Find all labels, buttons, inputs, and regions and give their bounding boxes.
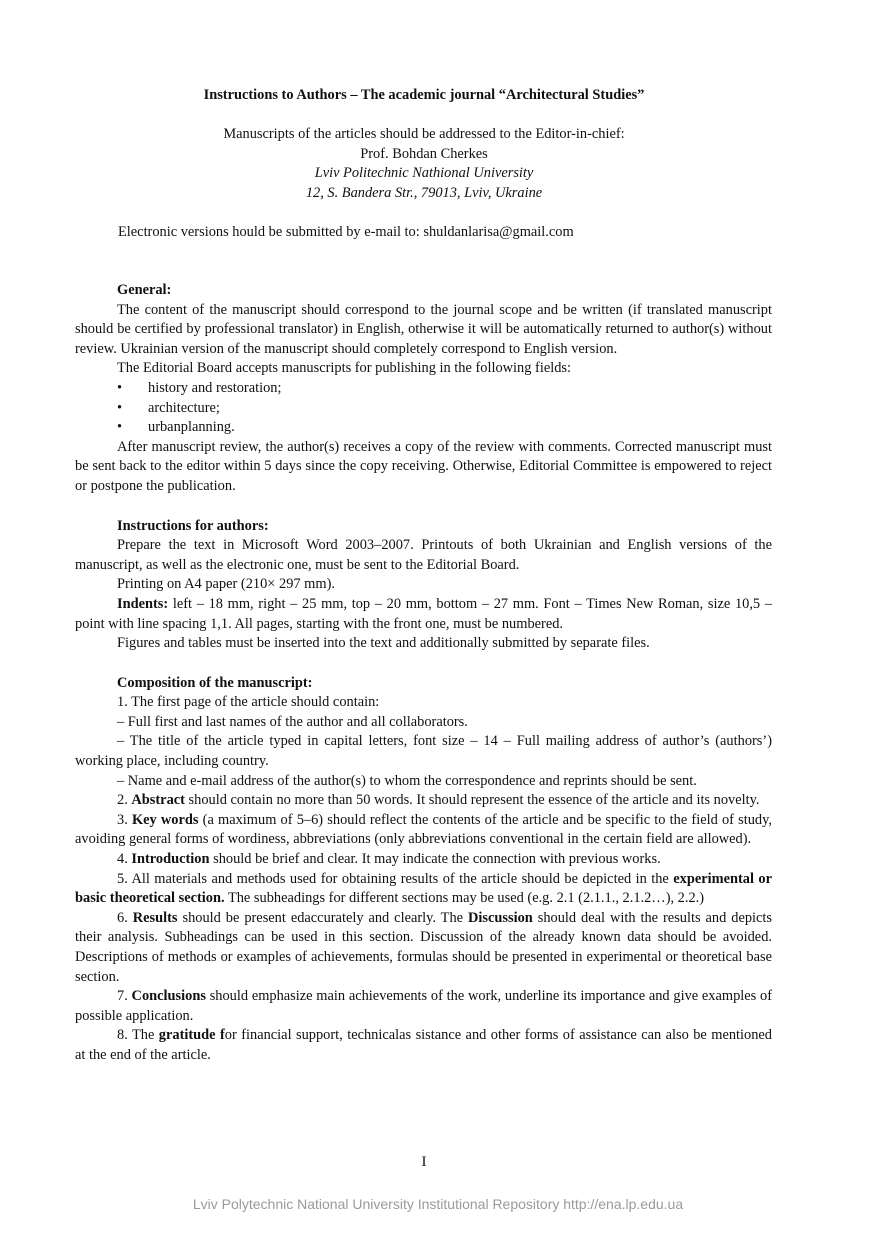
- list-item: [75, 379, 772, 399]
- item-number: 7.: [117, 988, 132, 1005]
- list-item-text: architecture;: [148, 399, 220, 416]
- instructions-paragraph-1: Prepare the text in Microsoft Word 2003–2007. Printouts of both Ukrainian and English versions of the manuscript, as well as the electronic one, must be sent to the Editorial Board.: [75, 537, 772, 573]
- street-address: 12, S. Bandera Str., 79013, Lviv, Ukraine: [305, 185, 543, 201]
- item-number: 3.: [117, 811, 132, 828]
- item-text: should contain no more than 50 words. It should represent the essence of the article and its novelty.: [184, 792, 760, 809]
- composition-item-8: [75, 1026, 772, 1065]
- document-body: [75, 281, 772, 1066]
- section-heading-general: General:: [117, 282, 172, 298]
- composition-item-1b: – The title of the article typed in capital letters, font size – 14 – Full mailing address of author’s (authors’) working place, including country.: [75, 733, 772, 770]
- instructions-paragraph-2: Printing on A4 paper (210× 297 mm).: [117, 576, 335, 593]
- list-item: [75, 399, 772, 419]
- document-title: Instructions to Authors – The academic journal “Architectural Studies”: [203, 87, 645, 103]
- item-term: Conclusions: [131, 988, 206, 1005]
- list-item: [75, 418, 772, 438]
- composition-item-7: [75, 987, 772, 1026]
- item-term: Introduction: [131, 851, 210, 868]
- item-term: Key words: [131, 811, 199, 828]
- item-text: should be present edaccurately and clearly. The: [177, 909, 468, 926]
- item-number: 2.: [117, 792, 132, 809]
- item-text: should emphasize main achievements of the work, underline its importance and give examples of possible application.: [75, 988, 772, 1024]
- composition-item-4: [75, 850, 772, 870]
- item-term: experimental or basic theoretical section.: [75, 870, 772, 907]
- bullet-icon: •: [117, 399, 123, 416]
- item-text: (a maximum of 5–6) should reflect the contents of the article and be specific to the field of study, avoiding general forms of wordiness, abbreviations (only abbreviations conventional in the certain field are allowed).: [75, 811, 772, 848]
- bullet-icon: •: [117, 419, 123, 436]
- composition-item-3: [75, 811, 772, 850]
- item-number: 8. The: [117, 1027, 159, 1044]
- composition-item-6: [75, 909, 772, 987]
- item-number: 4.: [117, 851, 132, 868]
- item-number: 6.: [117, 909, 133, 926]
- list-item-text: history and restoration;: [148, 379, 282, 396]
- university-name: Lviv Politechnic Nathional University: [314, 165, 534, 181]
- instructions-paragraph-indents: [75, 595, 772, 634]
- instructions-paragraph-4: Figures and tables must be inserted into the text and additionally submitted by separate files.: [117, 635, 650, 652]
- section-heading-composition: Composition of the manuscript:: [117, 674, 313, 691]
- composition-item-1a: – Full first and last names of the author and all collaborators.: [117, 713, 468, 730]
- item-term: Discussion: [468, 909, 533, 926]
- address-intro: Manuscripts of the articles should be addressed to the Editor-in-chief:: [223, 126, 625, 142]
- indents-label: Indents:: [117, 595, 169, 612]
- section-heading-instructions: Instructions for authors:: [117, 517, 269, 534]
- general-paragraph-3: After manuscript review, the author(s) receives a copy of the review with comments. Corrected manuscript must be sent back to the editor within 5 days since the copy receiving. Otherwise, Editorial Committee is empowered to reject or postpone the publication.: [75, 438, 772, 494]
- item-text: should be brief and clear. It may indicate the connection with previous works.: [209, 851, 661, 868]
- item-text: should deal with the results and depicts their analysis. Subheadings can be used in this section. Discussion of the already known data should be avoided. Descriptions of methods or examples of achievements, formulas should be presented in experimental or theoretical base section.: [75, 909, 773, 985]
- general-paragraph-1: The content of the manuscript should correspond to the journal scope and be written (if translated manuscript should be certified by professional translator) in English, otherwise it will be automatically returned to author(s) without review. Ukrainian version of the manuscript should completely correspond to English version.: [75, 301, 772, 357]
- item-term: gratitude f: [158, 1027, 225, 1044]
- list-item-text: urbanplanning.: [148, 419, 235, 436]
- page-number: I: [421, 1154, 427, 1170]
- composition-item-1: 1. The first page of the article should contain:: [117, 694, 380, 711]
- composition-item-5: [75, 870, 772, 909]
- item-text: or financial support, technicalas sistance and other forms of assistance can also be mentioned at the end of the article.: [75, 1027, 772, 1063]
- item-text: The subheadings for different sections may be used (e.g. 2.1 (2.1.1., 2.1.2…), 2.2.): [224, 890, 705, 907]
- email-line: Electronic versions hould be submitted by e-mail to: shuldanlarisa@gmail.com: [118, 224, 574, 240]
- editor-name: Prof. Bohdan Cherkes: [360, 146, 488, 162]
- item-term: Abstract: [131, 792, 185, 809]
- repository-footer: Lviv Polytechnic National University Institutional Repository http://ena.lp.edu.ua: [192, 1196, 684, 1212]
- composition-item-2: [75, 791, 772, 811]
- indents-text: left – 18 mm, right – 25 mm, top – 20 mm, bottom – 27 mm. Font – Times New Roman, size 10,5 – point with line spacing 1,1. All pages, starting with the front one, must be numbered.: [75, 595, 772, 632]
- bullet-icon: •: [117, 379, 123, 396]
- item-term: Results: [132, 909, 178, 926]
- item-text: 5. All materials and methods used for obtaining results of the article should be depicted in the: [117, 870, 674, 887]
- composition-item-1c: – Name and e-mail address of the author(s) to whom the correspondence and reprints should be sent.: [117, 772, 697, 789]
- general-paragraph-2: The Editorial Board accepts manuscripts for publishing in the following fields:: [117, 360, 572, 377]
